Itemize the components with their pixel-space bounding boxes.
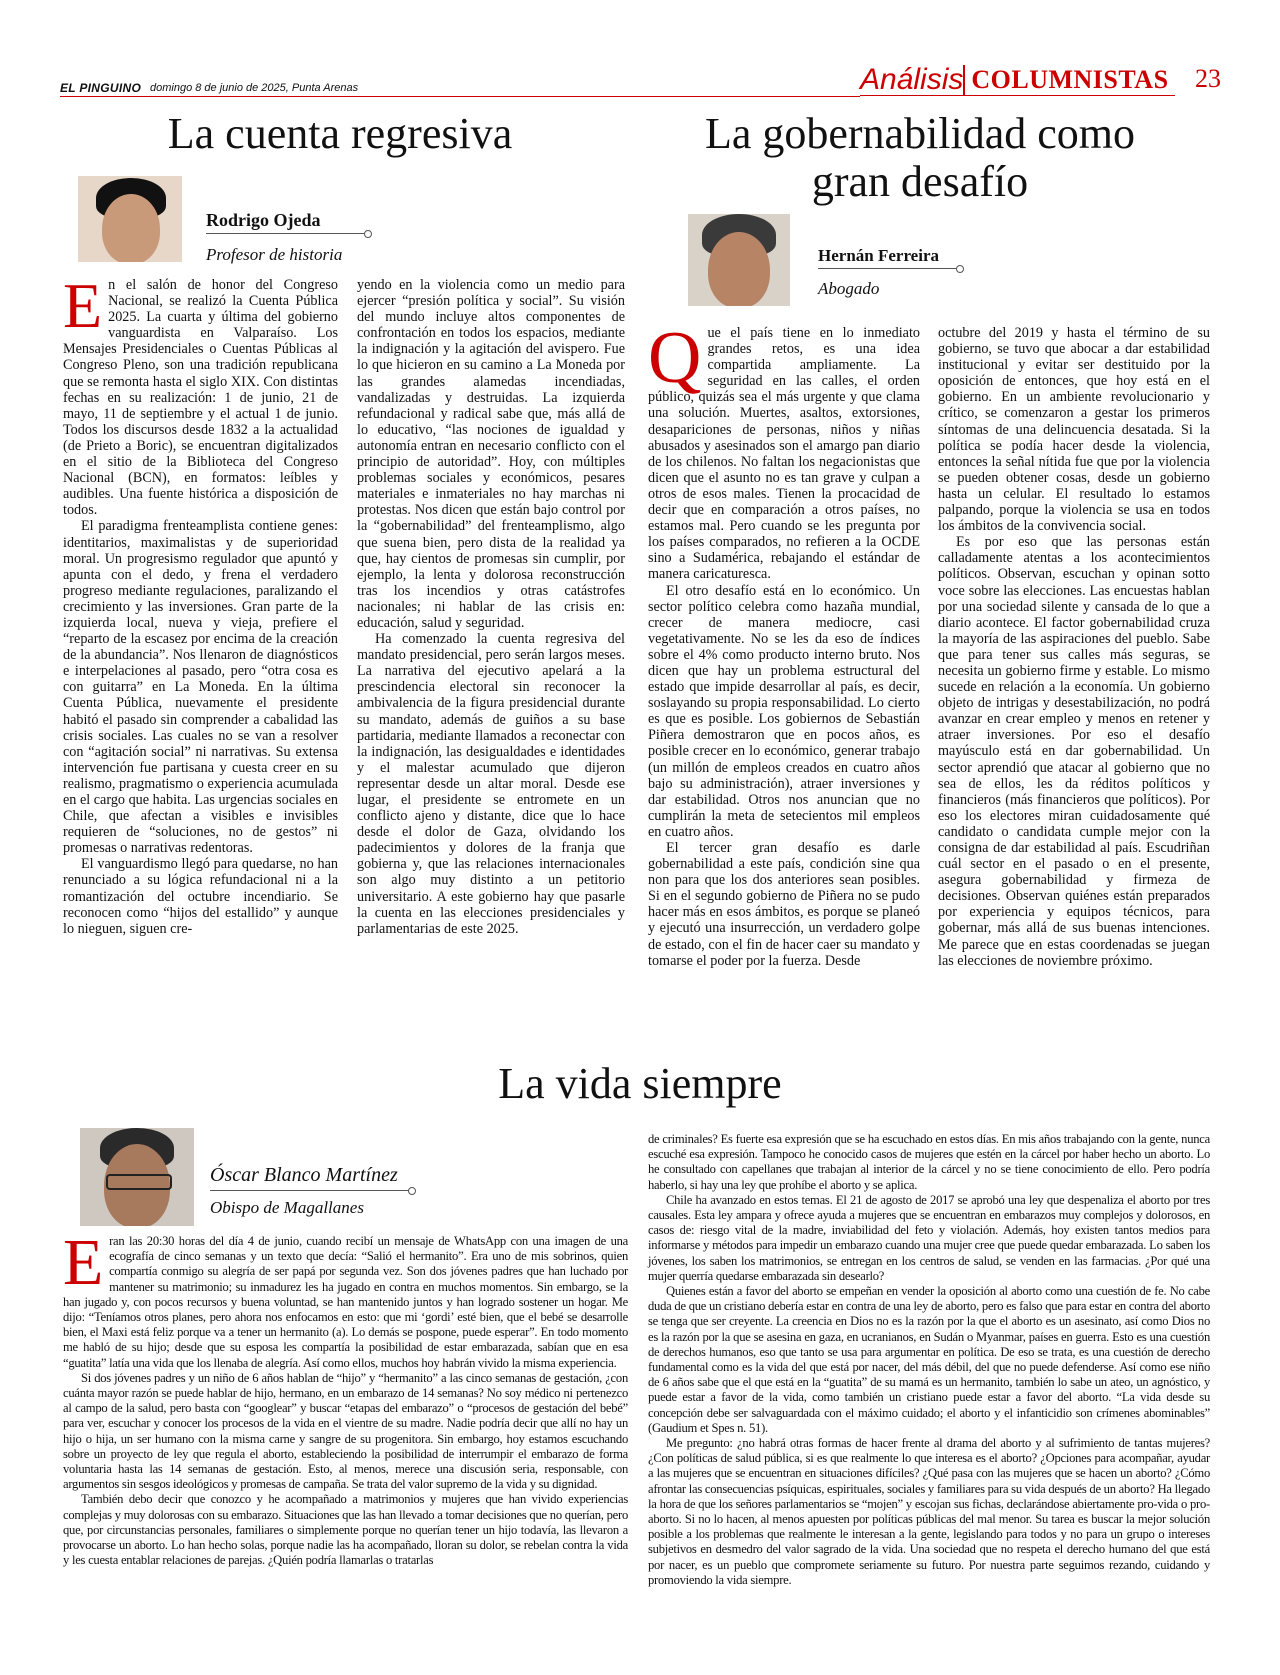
drop-cap: E <box>63 1226 104 1299</box>
byline-rule <box>818 268 958 269</box>
byline-dot <box>364 230 372 238</box>
paragraph: yendo en la violencia como un medio para ejercer “presión política y social”. Su visión del mundo incluye altos componentes de confrontación en todos los espacios, mediante la indignación y la agitación del avispero. Fue lo que hicieron en su camino a La Moneda por las grandes alamedas incendiadas, vandalizadas y destruidas. La izquierda refundacional y radical sabe que, más allá de lo educativo, “las nociones de igualdad y autonomía entran en necesario conflicto con el principio de autoridad”. Hoy, con múltiples problemas sociales y económicos, pesares materiales e inmateriales no hay marchas ni protestas. Nos dicen que están bajo control por la “gobernabilidad” del frenteamplismo, algo que suena bien, pero dista de la realidad ya que, hay cientos de promesas sin cumplir, por ejemplo, la lenta y dolorosa reconstrucción tras los incendios y otras catástrofes nacionales; ni hablar de las crisis en: educación, salud y seguridad. <box>357 277 625 631</box>
drop-cap: Q <box>648 317 702 399</box>
paragraph: Chile ha avanzado en estos temas. El 21 de agosto de 2017 se aprobó una ley que despenaliza el aborto por tres causales. Esta ley ampara y ofrece ayuda a mujeres que se encuentran en embarazos muy complejos y dolorosos, en casos de: riesgo vital de la madre, inviabilidad del feto y violación. Además, hoy existen tantos medios para informarse y métodos para impedir un embarazo cuando una mujer cree que puede quedar embarazada. Lo saben los jóvenes, los saben los matrimonios, se entregan en los centros de salud, se venden en las farmacias. ¿Por qué una mujer querría quedarse embarazada sin desearlo? <box>648 1192 1210 1283</box>
article3-column-1 <box>63 1226 628 1568</box>
byline-dot <box>956 265 964 273</box>
paragraph: También debo decir que conozco y he acompañado a matrimonios y mujeres que han vivido experiencias complejas y muy dolorosas con su embarazo. Situaciones que las han llevado a tomar decisiones que no querían, pero que, por circunstancias personales, familiares o simplemente porque no querían tener un hijo todavía, las llevaron a provocarse un aborto. Lo han hecho solas, porque nadie las ha acompañado, lloran su dolor, se rebelan contra la vida y les cuesta entablar relaciones de parejas. ¿Quién podría llamarlas o tratarlas <box>63 1492 628 1568</box>
author-photo <box>80 1128 194 1226</box>
dateline: domingo 8 de junio de 2025, Punta Arenas <box>150 82 359 94</box>
section-analisis: Análisis <box>860 63 964 96</box>
paragraph: Ha comenzado la cuenta regresiva del mandato presidencial, pero serán largos meses. La narrativa del ejecutivo apelará a la prescindencia electoral sin reconocer la ambivalencia de la figura presidencial durante su mandato, además de guiños a su base partidaria, mediante llamados a reconectar con la indignación, las desigualdades e identidades y el malestar acumulado que dijeron representar desde un altar moral. Desde ese lugar, el presidente se entromete en un conflicto ajeno y distante, dice que lo hace desde el dolor de Gaza, olvidando los padecimientos y dolores de la franja que gobierna y, que las relaciones internacionales son algo muy distinto a un petitorio universitario. A este gobierno hay que pasarle la cuenta en las elecciones presidenciales y parlamentarias de este 2025. <box>357 631 625 937</box>
paragraph: n el salón de honor del Congreso Nacional, se realizó la Cuenta Pública 2025. La cuarta y última del gobierno vanguardista en Valparaíso. Los Mensajes Presidenciales o Cuentas Públicas al Congreso Pleno, son una tradición republicana que se remonta hasta el siglo XIX. Con distintas fechas en su realización: 1 de junio, 21 de mayo, 11 de septiembre y el actual 1 de junio. Todos los discursos desde 1832 a la actualidad (de Prieto a Boric), se encuentran digitalizados en el sitio de la Biblioteca del Congreso Nacional (BCN), en formatos: leíbles y audibles. Una fuente histórica a disposición de todos. <box>63 277 338 519</box>
author-role: Obispo de Magallanes <box>210 1198 364 1217</box>
paragraph: ran las 20:30 horas del día 4 de junio, cuando recibí un mensaje de WhatsApp con una imagen de una ecografía de cinco semanas y un texto que decía: “Salió el hermanito”. Era uno de mis sobrinos, quien compartía conmigo su alegría de ser papá por segunda vez. Son dos jóvenes padres que han luchado por mantener su matrimonio; su inmadurez les ha jugado en contra en muchos momentos. Sin embargo, se la han jugado y, con pocos recursos y buena voluntad, se han mantenido juntos y han logrado sostener un hogar. Me dijo: “Teníamos otros planes, pero ahora nos enfocamos en esto: que mi ‘gordi’ esté bien, que el bebé se desarrolle bien, el Maxi está feliz porque va a tener un hermanito (a). Lo demás se pospone, puede esperar”. En todo momento me habló de su hijo; desde que su esposa les compartía la posibilidad de estar embarazada, sabían que en esa “guatita” latía una vida que los llenaba de alegría. Así como ellos, muchos hoy habrán vivido la misma experiencia. <box>63 1234 628 1370</box>
paragraph: ue el país tiene en lo inmediato grandes retos, es una idea compartida ampliamente. La seguridad en las calles, el orden público, quizás sea el más urgente y que clama una solución. Muertes, asaltos, extorsiones, desapariciones de personas, niños y niñas abusados y asesinados son el amargo pan diario de los chilenos. No faltan los negacionistas que dicen que el asunto no es tan grave y culpan a otros de esos males. Tienen la procacidad de decir que en comparación a otros países, no estamos mal. Pero cuando se les pregunta por los países comparados, no refieren a la OCDE sino a Sudamérica, rebajando el estándar de manera caricaturesca. <box>648 325 920 583</box>
byline-dot <box>408 1187 416 1195</box>
paragraph: Es por eso que las personas están calladamente atentas a los acontecimientos políticos. Observan, escuchan y opinan sotto voce sobre las elecciones. Las encuestas hablan por una sociedad silente y cansada de lo que a diario acontece. El factor gobernabilidad cruza la mayoría de las aspiraciones del pueblo. Sabe que para tener sus calles más seguras, se necesita un gobierno firme y estable. Lo mismo sucede en relación a la economía. Un gobierno objeto de intrigas y desestabilización, no podrá avanzar en crear empleo y menos en retener y atraer inversiones. Por eso el desafío mayúsculo está en dar gobernabilidad. Un sector aprendió que atacar al gobierno que no sea de ellos, les da réditos políticos y financieros (más financieros que políticos). Por eso los electores miran cuidadosamente qué candidato o candidata cumple mejor con la consigna de dar estabilidad al país. Escudriñan cuál sector en el pasado o en el presente, asegura gobernabilidad y firmeza de decisiones. Observan quiénes están preparados por experiencia y equipos técnicos, para gobernar, más allá de sus buenas intenciones. Me parece que en estas coordenadas se juegan las elecciones de noviembre próximo. <box>938 534 1210 969</box>
author-role: Profesor de historia <box>206 245 343 264</box>
masthead: EL PINGUINO <box>60 81 142 95</box>
paragraph: El vanguardismo llegó para quedarse, no han renunciado a su lógica refundacional ni a la romantización del octubre incendiario. Se reconocen como “hijos del estallido” y aunque lo nieguen, siguen cre- <box>63 856 338 937</box>
article1-column-1 <box>63 270 338 937</box>
article3-title: La vida siempre <box>498 1059 782 1108</box>
page-number: 23 <box>1195 64 1221 93</box>
section-columnistas: COLUMNISTAS <box>963 65 1174 96</box>
paragraph: Me pregunto: ¿no habrá otras formas de hacer frente al drama del aborto y al sufrimiento de tantas mujeres? ¿Con políticas de salud pública, si es que realmente lo que interesa es el aborto? ¿Opciones para acompañar, ayudar a las mujeres que se encuentran en situaciones difíciles? ¿Qué pasa con las mujeres que se hacen un aborto? ¿Cómo afrontar las consecuencias psíquicas, espirituales, sociales y familiares para su vida después de un aborto? Ha llegado la hora de que los señores parlamentarios se “mojen” y escojan sus fichas, declarándose abiertamente pro-vida o pro-aborto. Si no lo hacen, al menos apuesten por políticas públicas del mal menor. Su tarea es buscar la mejor solución posible a los problemas que realmente le interesan a la gente, legislando para todos y no para un grupo o intereses subjetivos en desmedro del valor sagrado de la vida. Una sociedad que no respeta el derecho humano del que está por nacer, es un pueblo que compromete seriamente su futuro. Por nuestra parte seguimos rezando, cuidando y promoviendo la vida siempre. <box>648 1436 1210 1587</box>
article2-column-1 <box>648 317 920 969</box>
paragraph: octubre del 2019 y hasta el término de su gobierno, se tuvo que abocar a dar estabilidad institucional y evitar ser destituido por la oposición de entonces, que hoy está en el gobierno. En un ambiente revolucionario y crítico, se comenzaron a gestar los primeros síntomas de una delincuencia desatada. Si la política se podía hacer desde la violencia, entonces la señal nítida fue que por la violencia se pueden obtener cosas, desde un gobierno hasta un celular. El resultado lo estamos palpando, porque la violencia se usa en todos los ámbitos de la convivencia social. <box>938 325 1210 535</box>
paragraph: Quienes están a favor del aborto se empeñan en vender la oposición al aborto como una cuestión de fe. No cabe duda de que un cristiano debería estar en contra de una ley de aborto, pero es falso que para estar en contra del aborto se tenga que ser creyente. La creencia en Dios no es la razón por la que el aborto es un asesinato, así como Dios no es la razón por la que se asesina en gaza, en ucranianos, en Sudán o Myanmar, países en guerra. Esto es una cuestión de derechos humanos, eso que tanto se usa para argumentar en política. De eso se trata, es una cuestión de derecho fundamental como es la vida del que está por nacer, del más débil, del que no puede defenderse. Así como ese niño de 6 años sabe que el que está en la “guatita” de su mamá es un hermanito, también lo sabe un ateo, un agnóstico, y puede estar a favor de la vida, como también un cristiano puede estar a favor del aborto. “La vida desde su concepción debe ser salvaguardada con el máximo cuidado; el aborto y el infanticidio son crímenes abominables” (Gaudium et Spes n. 51). <box>648 1284 1210 1435</box>
drop-cap: E <box>63 270 103 341</box>
paragraph: de criminales? Es fuerte esa expresión que se ha escuchado en estos días. En mis años trabajando con la gente, nunca escuché esa expresión. Tampoco he conocido casos de mujeres que estén en la cárcel por haber hecho un aborto. Lo he consultado con capellanes que trabajan al interior de la cárcel y no se tiene conocimiento de ello. Pero podría haberlo, si hay una ley que prohíbe el aborto y se aplica. <box>648 1132 1210 1192</box>
author-photo <box>78 176 182 262</box>
article2-title-line1: La gobernabilidad como <box>704 109 1136 158</box>
article2-column-2 <box>938 325 1210 969</box>
paragraph: El paradigma frenteamplista contiene genes: identitarios, maximalistas y de superioridad moral. Un progresismo regulador que apuntó y apunta con el dedo, y frena el verdadero progreso mediante regulaciones, paralizando el crecimiento y las inversiones. Gran parte de la izquierda local, nueva y vieja, prefiere el “reparto de la escasez por encima de la creación de la abundancia”. Nos llenaron de diagnósticos e interpelaciones al pasado, pero “otra cosa es con guitarra” en La Moneda. En la última Cuenta Pública, nuevamente el presidente habitó el pasado sin comprender a cabalidad las crisis sociales. Las cuales no se van a resolver con “agitación social” ni narrativas. Su extensa intervención fue partisana y cuesta creer en su realismo, pragmatismo o experiencia acumulada en el cargo que habita. Las urgencias sociales en Chile, que afectan a visibles e invisibles requieren de “soluciones, no de gestos” ni promesas o narrativas redentoras. <box>63 518 338 857</box>
section-label <box>860 63 1175 96</box>
author-name: Óscar Blanco Martínez <box>210 1164 398 1186</box>
author-name: Hernán Ferreira <box>818 246 940 265</box>
byline-rule <box>206 233 366 234</box>
byline-rule <box>210 1190 410 1191</box>
article1-title: La cuenta regresiva <box>167 109 513 158</box>
author-name: Rodrigo Ojeda <box>206 210 321 230</box>
article2-title-line2: gran desafío <box>811 157 1029 206</box>
paragraph: Si dos jóvenes padres y un niño de 6 años hablan de “hijo” y “hermanito” a las cinco semanas de gestación, ¿con cuánta mayor razón se puede hablar de hijo, hermano, en un embarazo de 14 semanas? No soy médico ni pertenezco al campo de la salud, pero basta con “googlear” y buscar “etapas del embarazo” o “procesos de gestación del bebé” para ver, escuchar y conocer los procesos de la vida en el vientre de su madre. Nadie podría decir que allí no hay un hijo o hija, un ser humano con la misma carne y sangre de su progenitora. Sin embargo, hoy estamos escuchando sobre un proyecto de ley que regula el aborto, estableciendo la posibilidad de interrumpir el embarazo de forma voluntaria hasta las 14 semanas de gestación. Esto, al menos, merece una discusión seria, responsable, con argumentos sin sesgos ideológicos y promesas de campaña. Se trata del valor supremo de la vida y su dignidad. <box>63 1370 628 1492</box>
paragraph: El tercer gran desafío es darle gobernabilidad a este país, condición sine qua non para que los dos anteriores sean posibles. Si en el segundo gobierno de Piñera no se pudo hacer más en esos ámbitos, es porque se planeó y ejecutó una insurrección, un verdadero golpe de estado, con el fin de hacer caer su mandato y tomarse el poder por la fuerza. Desde <box>648 840 920 969</box>
article1-column-2 <box>357 277 625 937</box>
author-role: Abogado <box>818 279 880 298</box>
author-photo <box>688 214 790 306</box>
article3-column-2 <box>648 1132 1210 1588</box>
header-rule <box>60 96 860 97</box>
paragraph: El otro desafío está en lo económico. Un sector político celebra como hazaña mundial, crecer de manera mediocre, casi vegetativamente. No se les da eso de índices sobre el 4% como producto interno bruto. Nos dicen que hay un problema estructural del estado que impide desarrollar al país, es decir, soslayando su propia responsabilidad. Lo cierto es que es posible. Los gobiernos de Sebastián Piñera demostraron que en pocos años, es posible crecer en lo económico, generar trabajo (un millón de empleos creados en cuatro años bajo su administración), atraer inversiones y dar estabilidad. Otros nos anuncian que no cumplirán la meta de setecientos mil empleos en cuatro años. <box>648 582 920 840</box>
